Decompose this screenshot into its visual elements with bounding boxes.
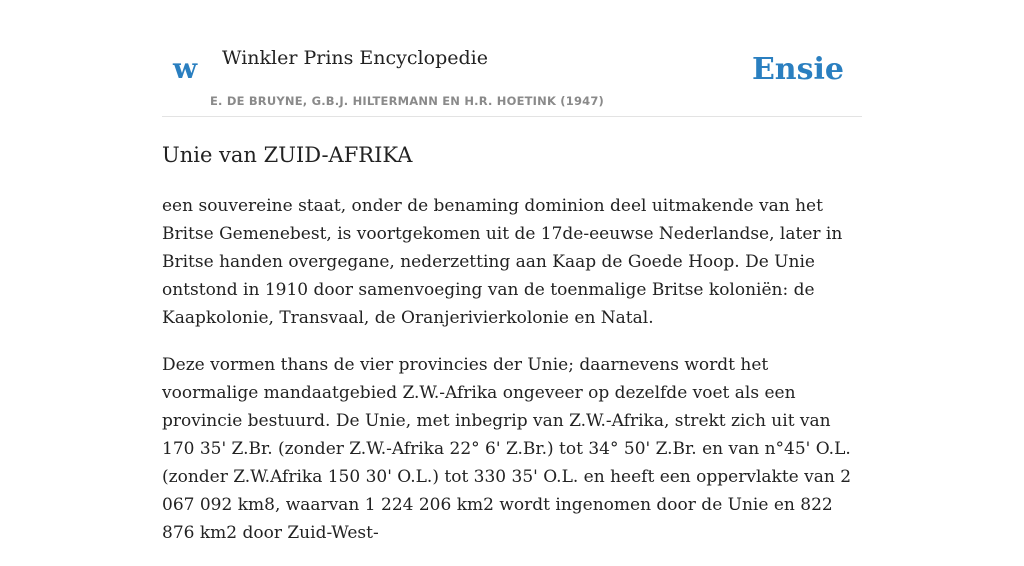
site-header <box>162 0 862 117</box>
source-authors: E. DE BRUYNE, G.B.J. HILTERMANN EN H.R. HOETINK (1947) <box>210 94 605 108</box>
article-paragraph: Deze vormen thans de vier provincies der Unie; daarnevens wordt het voormalige mandaatgebied Z.W.-Afrika ongeveer op dezelfde voet als een provincie bestuurd. De Unie, met inbegrip van Z.W.-Afrika, strekt zich uit van 170 35' Z.Br. (zonder Z.W.-Afrika 22° 6' Z.Br.) tot 34° 50' Z.Br. en van n°45' O.L. (zonder Z.W.Afrika 150 30' O.L.) tot 330 35' O.L. en heeft een oppervlakte van 2 067 092 km8, waarvan 1 224 206 km2 wordt ingenomen door de Unie en 822 876 km2 door Zuid-West- <box>162 355 852 543</box>
source-logo[interactable]: w <box>173 52 198 85</box>
article-body <box>162 192 862 566</box>
article-paragraph: een souvereine staat, onder de benaming dominion deel uitmakende van het Britse Gemenebest, is voortgekomen uit de 17de-eeuwse Nederlandse, later in Britse handen overgegane, nederzetting aan Kaap de Goede Hoop. De Unie ontstond in 1910 door samenvoeging van de toenmalige Britse koloniën: de Kaapkolonie, Transvaal, de Oranjerivierkolonie en Natal. <box>162 196 843 328</box>
ensie-logo[interactable]: Ensie <box>751 52 844 87</box>
source-title-link[interactable]: Winkler Prins Encyclopedie <box>222 47 488 69</box>
article-title: Unie van ZUID-AFRIKA <box>162 143 413 167</box>
